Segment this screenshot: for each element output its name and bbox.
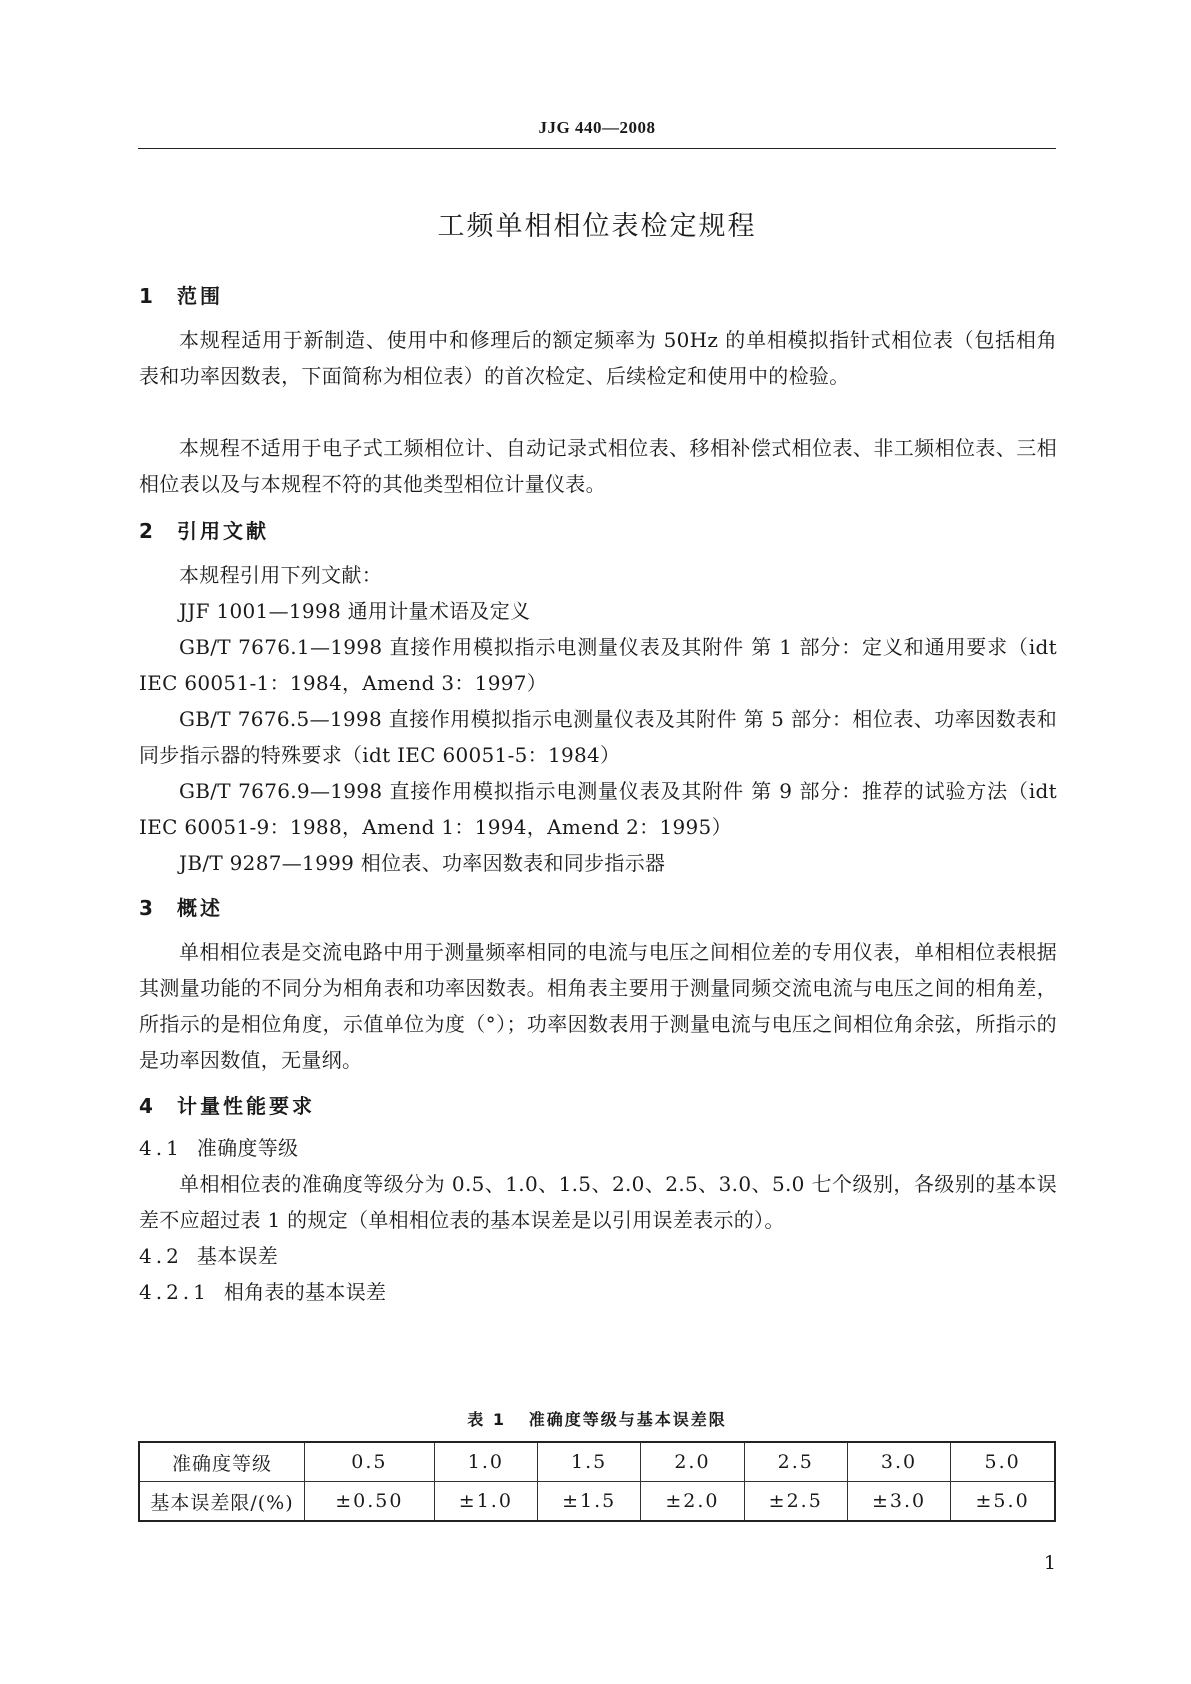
table-caption-number: 表 1 (467, 1410, 506, 1429)
table-cell: 2.0 (641, 1442, 744, 1482)
table-cell: 0.5 (305, 1442, 435, 1482)
table-cell: 5.0 (951, 1442, 1055, 1482)
table-cell: ±5.0 (951, 1482, 1055, 1522)
section-heading-2 (139, 515, 269, 544)
section-number: 3 (139, 896, 156, 920)
running-header: JJG 440—2008 (538, 118, 656, 137)
subsection-title: 准确度等级 (196, 1136, 299, 1160)
reference-item: JB/T 9287—1999 相位表、功率因数表和同步指示器 (179, 851, 666, 875)
subsection-number: 4.1 (139, 1136, 183, 1160)
subsection-heading-4-2 (139, 1238, 278, 1274)
table-row (139, 1442, 1055, 1482)
table-cell: ±2.5 (744, 1482, 847, 1522)
section-heading-1 (139, 280, 223, 309)
table-caption (138, 1407, 1056, 1430)
subsection-number: 4.2.1 (139, 1280, 210, 1304)
section-title: 计量性能要求 (177, 1094, 315, 1118)
reference-item: GB/T 7676.1—1998 直接作用模拟指示电测量仪表及其附件 第 1 部分：定义和通用要求（idt IEC 60051-1：1984，Amend 3：1997） (139, 635, 1057, 695)
subsection-title: 相角表的基本误差 (223, 1280, 387, 1304)
table-caption-title: 准确度等级与基本误差限 (528, 1410, 727, 1429)
paragraph: 单相相位表是交流电路中用于测量频率相同的电流与电压之间相位差的专用仪表，单相相位表根据其测量功能的不同分为相角表和功率因数表。相角表主要用于测量同频交流电流与电压之间的相角差，所指示的是相位角度，示值单位为度（°）；功率因数表用于测量电流与电压之间相位角余弦，所指示的是功率因数值，无量纲。 (139, 940, 1057, 1072)
table-cell: 1.0 (434, 1442, 537, 1482)
subsection-number: 4.2 (139, 1244, 183, 1268)
table-cell: 2.5 (744, 1442, 847, 1482)
page-title: 工频单相相位表检定规程 (437, 211, 757, 242)
table-row-header: 准确度等级 (139, 1442, 305, 1482)
paragraph: 本规程引用下列文献： (179, 563, 382, 587)
section-title: 概述 (177, 896, 223, 920)
table-cell: ±1.0 (434, 1482, 537, 1522)
section-heading-4 (139, 1090, 315, 1119)
reference-item: GB/T 7676.9—1998 直接作用模拟指示电测量仪表及其附件 第 9 部分：推荐的试验方法（idt IEC 60051-9：1988，Amend 1：1994，Amend 2：1995） (139, 779, 1057, 839)
table-row-header: 基本误差限/(%) (139, 1482, 305, 1522)
section-number: 4 (139, 1094, 156, 1118)
section-heading-3 (139, 892, 223, 921)
section-title: 范围 (177, 284, 223, 308)
reference-item: GB/T 7676.5—1998 直接作用模拟指示电测量仪表及其附件 第 5 部分：相位表、功率因数表和同步指示器的特殊要求（idt IEC 60051-5：1984） (139, 707, 1057, 767)
paragraph: 本规程不适用于电子式工频相位计、自动记录式相位表、移相补偿式相位表、非工频相位表、三相相位表以及与本规程不符的其他类型相位计量仪表。 (139, 436, 1057, 496)
section-number: 1 (139, 284, 156, 308)
subsection-title: 基本误差 (196, 1244, 279, 1268)
paragraph: 本规程适用于新制造、使用中和修理后的额定频率为 50Hz 的单相模拟指针式相位表（包括相角表和功率因数表，下面简称为相位表）的首次检定、后续检定和使用中的检验。 (139, 328, 1057, 388)
paragraph: 单相相位表的准确度等级分为 0.5、1.0、1.5、2.0、2.5、3.0、5.0 七个级别，各级别的基本误差不应超过表 1 的规定（单相相位表的基本误差是以引用误差表示的）。 (139, 1172, 1057, 1232)
table-cell: ±0.50 (305, 1482, 435, 1522)
reference-item: JJF 1001—1998 通用计量术语及定义 (179, 599, 531, 623)
subsection-heading-4-1 (139, 1130, 298, 1166)
table-cell: 1.5 (538, 1442, 641, 1482)
section-title: 引用文献 (177, 519, 269, 543)
section-number: 2 (139, 519, 156, 543)
header-rule (138, 148, 1056, 149)
table-cell: ±3.0 (847, 1482, 950, 1522)
table-cell: ±1.5 (538, 1482, 641, 1522)
table-row (139, 1482, 1055, 1522)
accuracy-table (138, 1441, 1056, 1522)
table-cell: 3.0 (847, 1442, 950, 1482)
table-cell: ±2.0 (641, 1482, 744, 1522)
page-number: 1 (1043, 1552, 1056, 1574)
subsection-heading-4-2-1 (139, 1274, 386, 1310)
